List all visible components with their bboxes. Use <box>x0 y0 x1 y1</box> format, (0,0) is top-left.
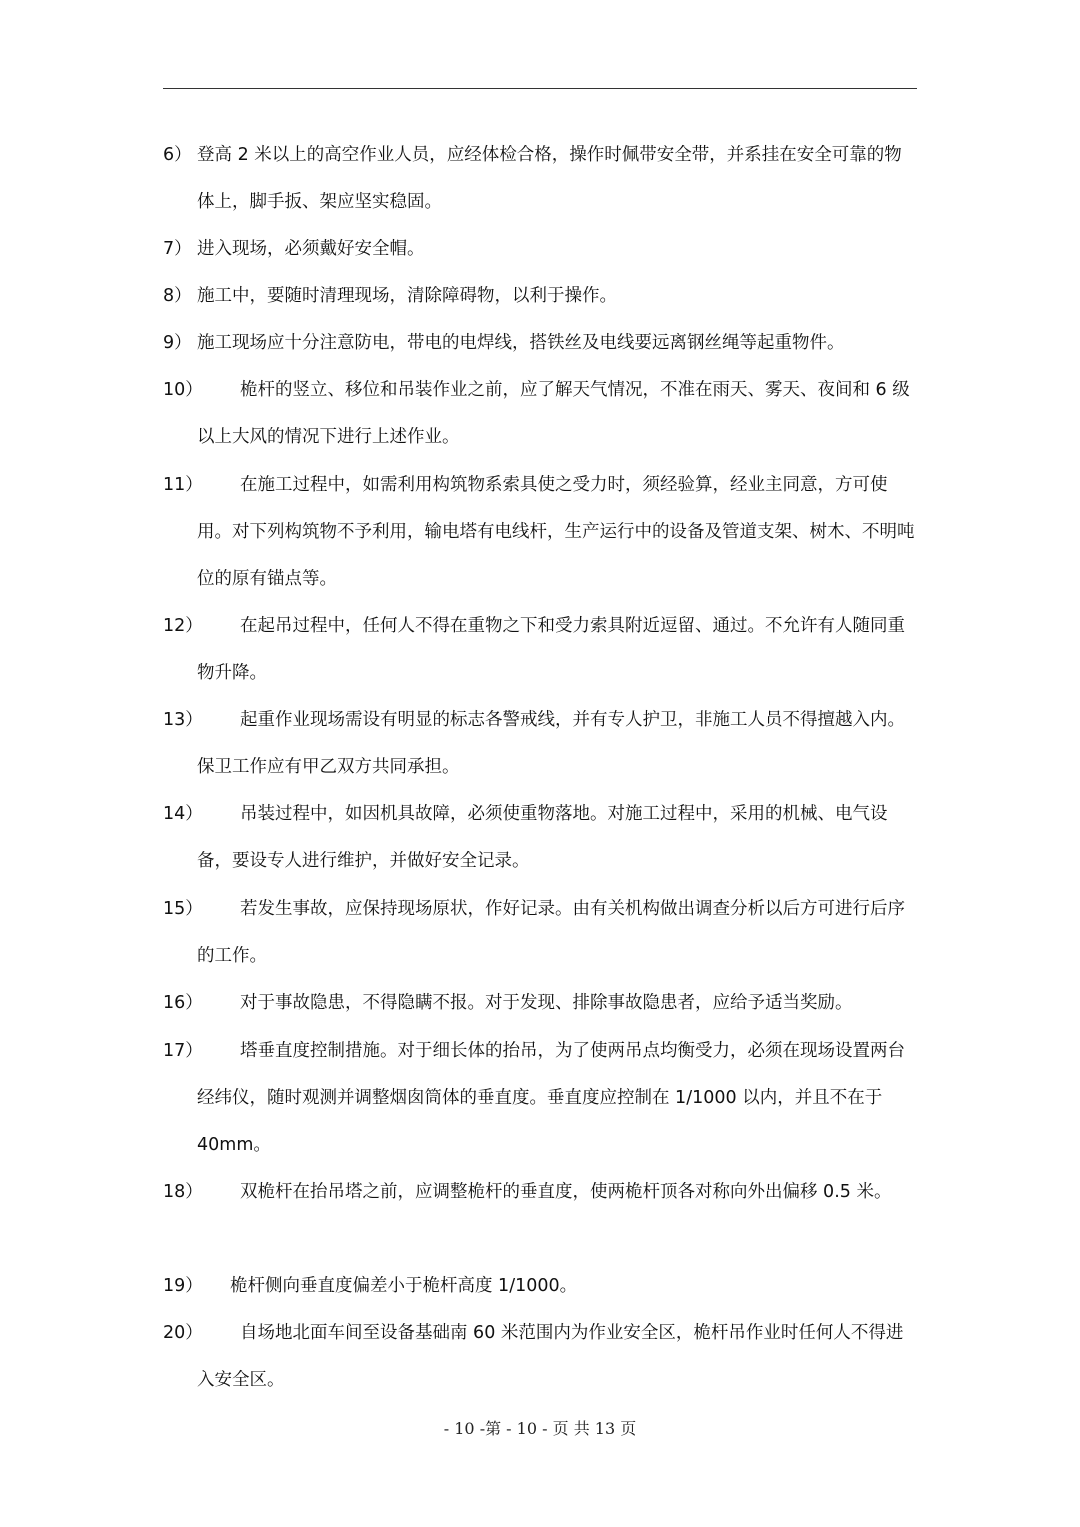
item-number: 14） <box>163 804 203 824</box>
item-number: 7） <box>163 239 192 259</box>
item-text: 自场地北面车间至设备基础南 60 米范围内为作业安全区，桅杆吊作业时任何人不得进入安全区。 <box>197 1323 904 1390</box>
item-number: 20） <box>163 1323 203 1343</box>
item-text: 进入现场，必须戴好安全帽。 <box>197 239 425 259</box>
item-number: 6） <box>163 145 192 165</box>
item-text: 吊装过程中，如因机具故障，必须使重物落地。对施工过程中，采用的机械、电气设备，要设专人进行维护，并做好安全记录。 <box>197 804 888 871</box>
item-number: 19） <box>163 1276 203 1296</box>
item-text: 桅杆侧向垂直度偏差小于桅杆高度 1/1000。 <box>230 1276 578 1296</box>
item-text: 登高 2 米以上的高空作业人员，应经体检合格，操作时佩带安全带，并系挂在安全可靠的物体上，脚手扳、架应坚实稳固。 <box>197 145 902 212</box>
item-number: 18） <box>163 1182 203 1202</box>
item-text: 塔垂直度控制措施。对于细长体的抬吊，为了使两吊点均衡受力，必须在现场设置两台经纬仪，随时观测并调整烟囱筒体的垂直度。垂直度应控制在 1/1000 以内，并且不在于 40mm。 <box>197 1041 905 1155</box>
header-rule <box>163 88 917 89</box>
item-number: 17） <box>163 1041 203 1061</box>
item-text: 施工中，要随时清理现场，清除障碍物，以利于操作。 <box>197 286 617 306</box>
item-text: 起重作业现场需设有明显的标志各警戒线，并有专人护卫，非施工人员不得擅越入内。保卫工作应有甲乙双方共同承担。 <box>197 710 905 777</box>
item-text: 桅杆的竖立、移位和吊装作业之前，应了解天气情况，不准在雨天、雾天、夜间和 6 级以上大风的情况下进行上述作业。 <box>197 380 910 447</box>
item-number: 13） <box>163 710 203 730</box>
item-text: 双桅杆在抬吊塔之前，应调整桅杆的垂直度，使两桅杆顶各对称向外出偏移 0.5 米。 <box>240 1182 892 1202</box>
page-footer: - 10 -第 - 10 - 页 共 13 页 <box>443 1419 637 1438</box>
item-number: 12） <box>163 616 203 636</box>
item-number: 15） <box>163 899 203 919</box>
item-text: 若发生事故，应保持现场原状，作好记录。由有关机构做出调查分析以后方可进行后序的工作。 <box>197 899 905 966</box>
item-number: 8） <box>163 286 192 306</box>
item-number: 11） <box>163 475 203 495</box>
item-text: 对于事故隐患，不得隐瞒不报。对于发现、排除事故隐患者，应给予适当奖励。 <box>240 993 853 1013</box>
item-number: 9） <box>163 333 192 353</box>
item-text: 在施工过程中，如需利用构筑物系索具使之受力时，须经验算，经业主同意，方可使用。对下列构筑物不予利用，输电塔有电线杆，生产运行中的设备及管道支架、树木、不明吨位的原有锚点等。 <box>197 475 915 589</box>
item-number: 10） <box>163 380 203 400</box>
item-text: 在起吊过程中，任何人不得在重物之下和受力索具附近逗留、通过。不允许有人随同重物升降。 <box>197 616 905 683</box>
item-number: 16） <box>163 993 203 1013</box>
item-text: 施工现场应十分注意防电，带电的电焊线，搭铁丝及电线要远离钢丝绳等起重物件。 <box>197 333 845 353</box>
